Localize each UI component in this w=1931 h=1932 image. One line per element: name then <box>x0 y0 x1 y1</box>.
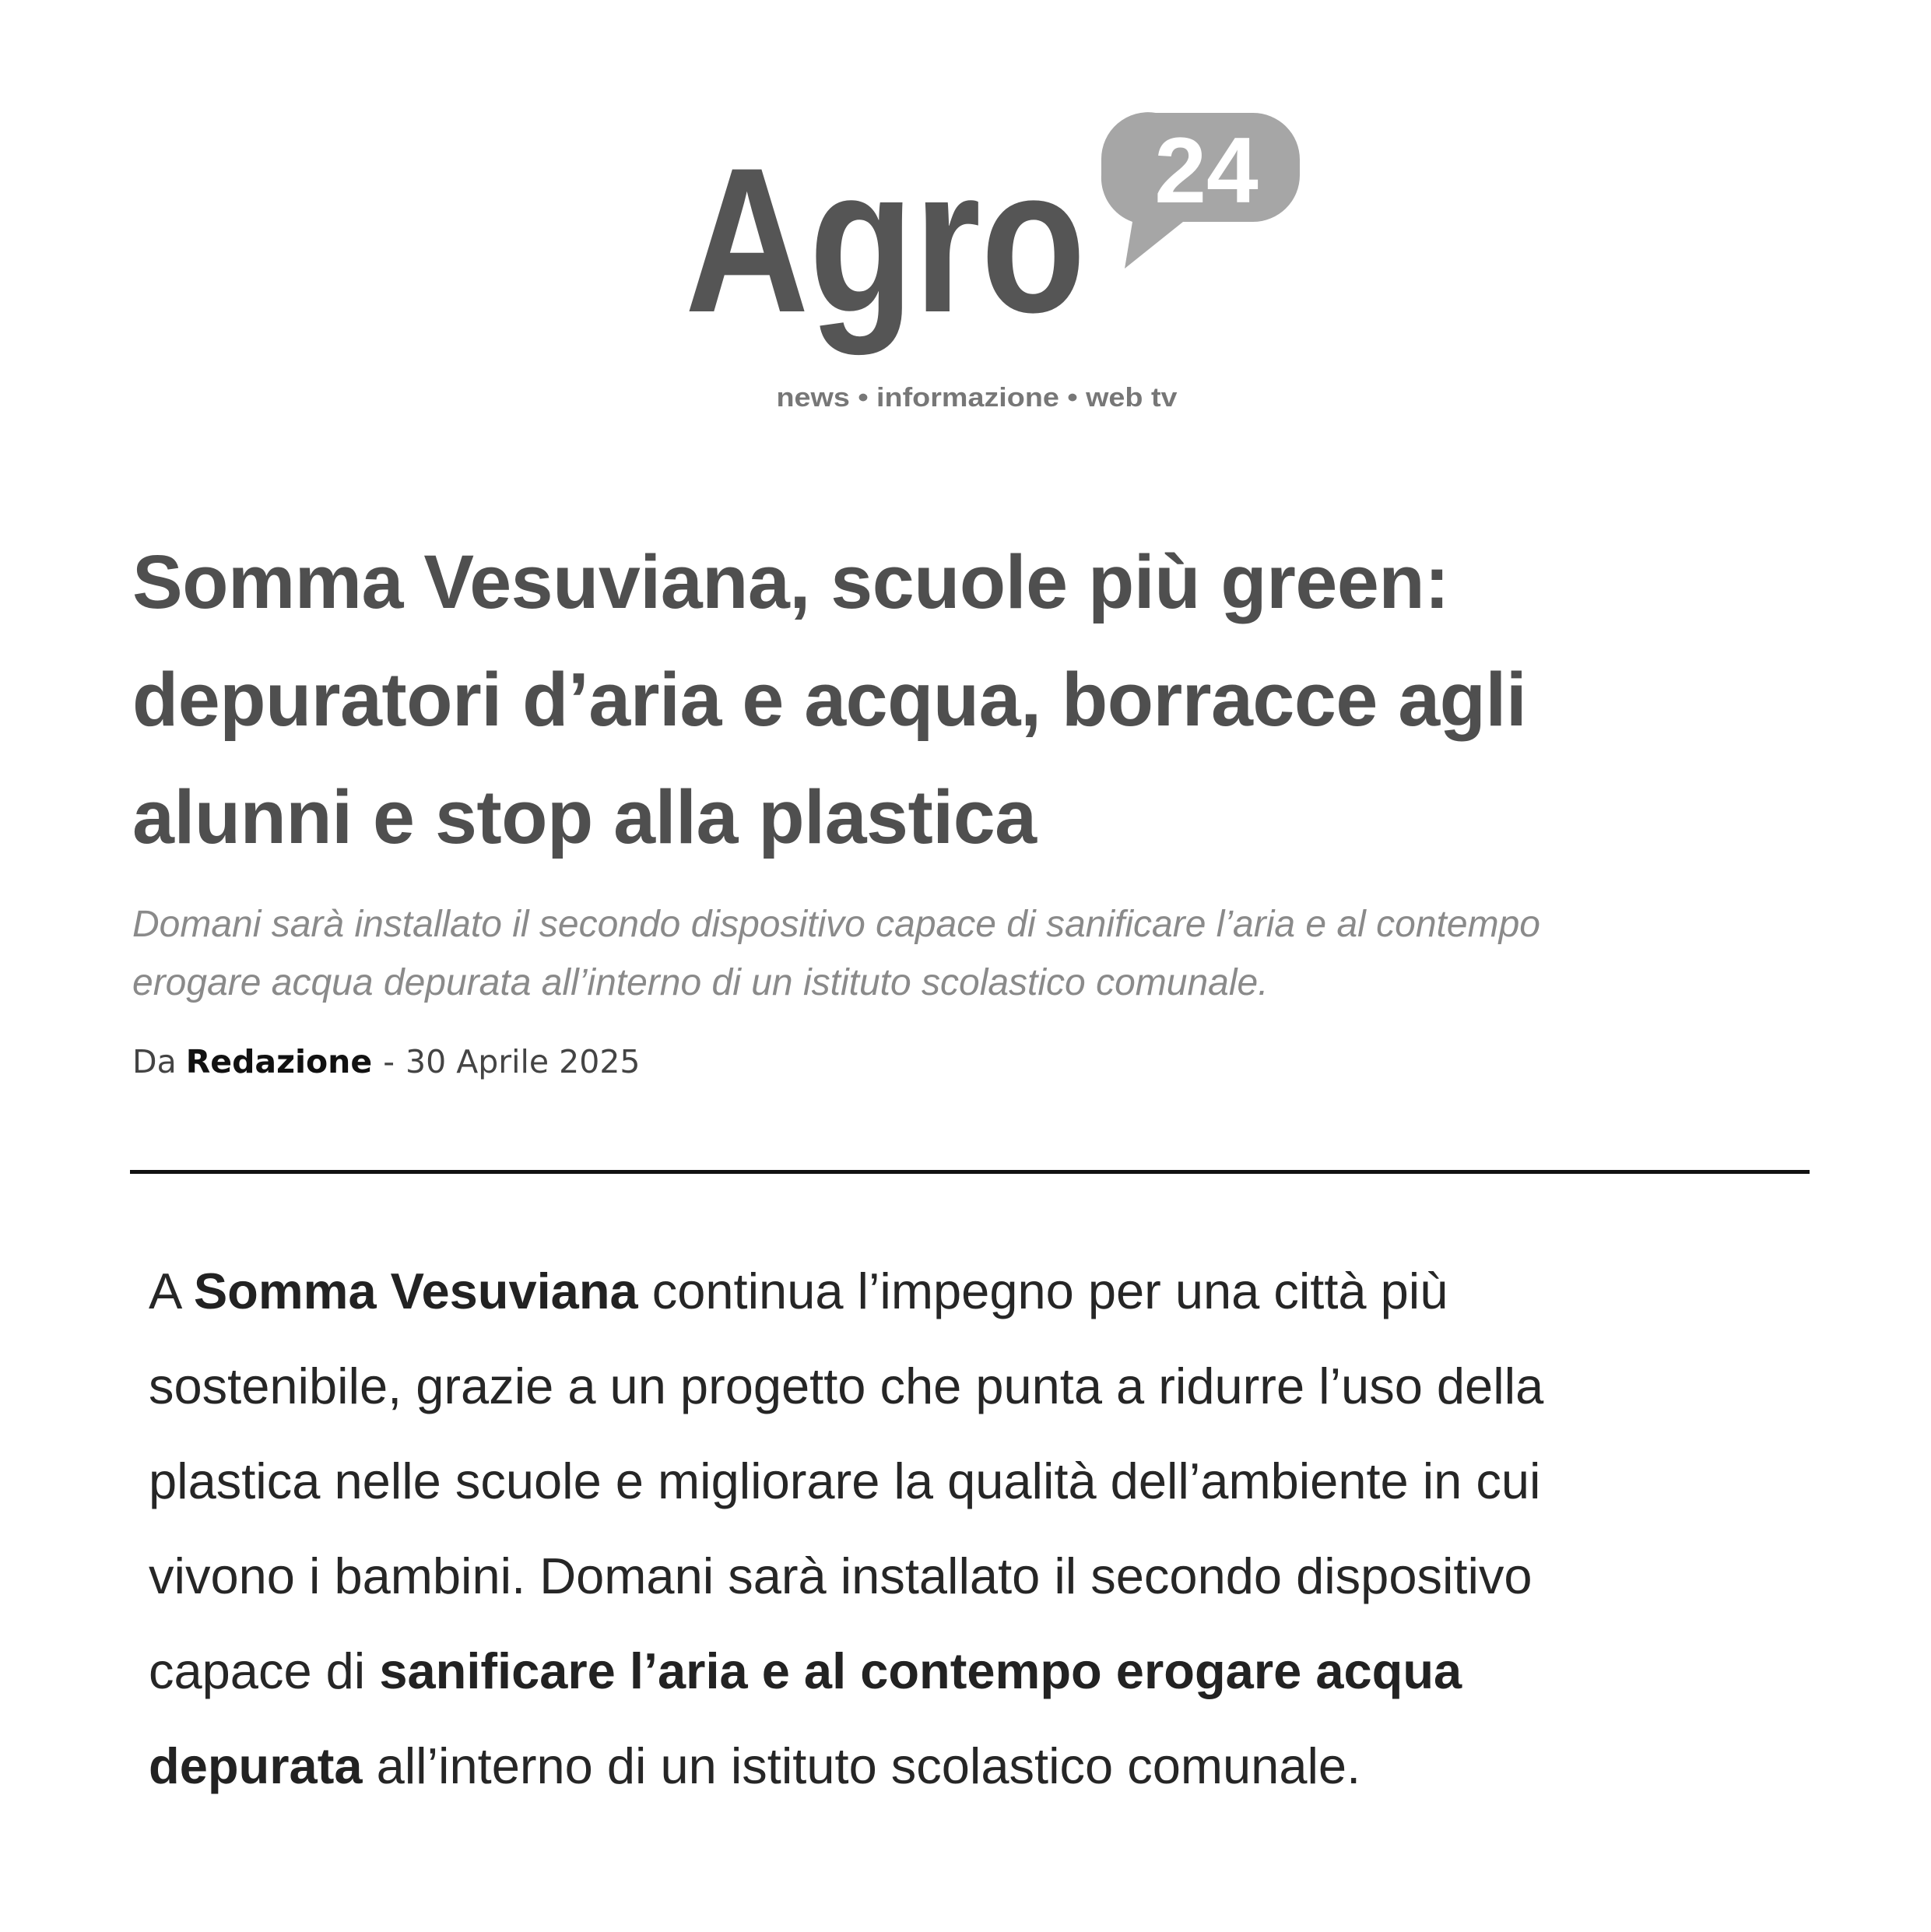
body-text: capace di <box>149 1642 380 1699</box>
body-line: vivono i bambini. Domani sarà installato il secondo dispositivo <box>149 1547 1533 1604</box>
title-line: depuratori d’aria e acqua, borracce agli <box>132 657 1527 742</box>
body-line <box>149 1244 1543 1339</box>
body-line: sostenibile, grazie a un progetto che punta a ridurre l’uso della <box>149 1358 1544 1414</box>
byline-separator: - <box>383 1043 395 1080</box>
byline-prefix: Da <box>132 1043 177 1080</box>
subtitle-line: erogare acqua depurata all’interno di un istituto scolastico comunale. <box>132 962 1269 1003</box>
body-line: plastica nelle scuole e migliorare la qualità dell’ambiente in cui <box>149 1453 1541 1509</box>
logo-wordmark: Agro <box>685 125 1086 356</box>
agro24-logo[interactable] <box>677 101 1300 428</box>
article-body <box>149 1244 1543 1814</box>
body-bold-text: sanificare l’aria e al contempo erogare acqua <box>379 1642 1462 1699</box>
title-line: Somma Vesuviana, scuole più green: <box>132 539 1449 624</box>
body-text: continua l’impegno per una città più <box>637 1263 1448 1319</box>
body-text: all’interno di un istituto scolastico comunale. <box>362 1737 1361 1794</box>
body-bold-text: Somma Vesuviana <box>193 1263 638 1319</box>
body-line <box>149 1719 1543 1814</box>
body-bold-text: depurata <box>149 1737 363 1794</box>
logo-badge-number: 24 <box>1154 118 1259 223</box>
publish-date: 30 Aprile 2025 <box>405 1043 641 1080</box>
body-text: A <box>149 1263 194 1319</box>
author-link[interactable]: Redazione <box>185 1043 373 1080</box>
article-title <box>132 523 1526 876</box>
article-subtitle <box>132 895 1540 1012</box>
body-line <box>149 1624 1543 1719</box>
subtitle-line: Domani sarà installato il secondo dispositivo capace di sanificare l’aria e al contempo <box>132 904 1540 945</box>
logo-tagline: news • informazione • web tv <box>776 383 1178 413</box>
byline <box>132 1043 641 1080</box>
divider <box>130 1170 1810 1174</box>
title-line: alunni e stop alla plastica <box>132 775 1037 859</box>
